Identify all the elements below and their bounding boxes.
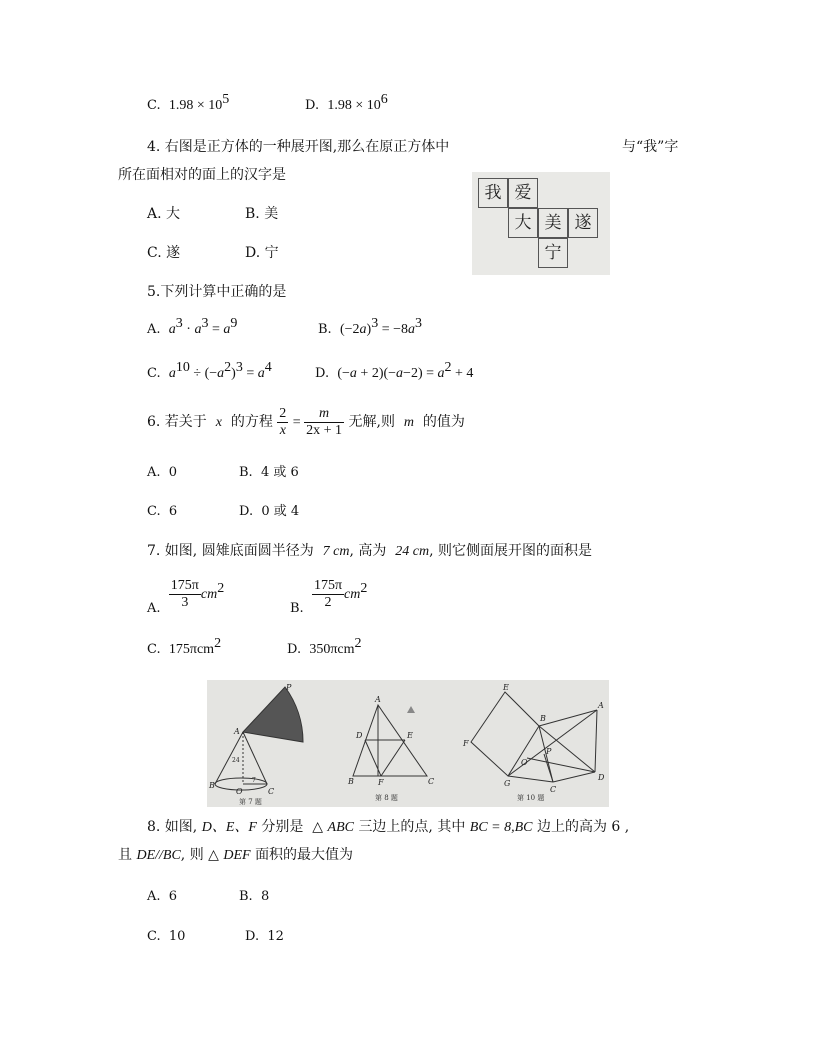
q8-option-a: A. 6: [147, 889, 178, 904]
square-efgb: [471, 692, 539, 776]
label-f8: F: [378, 778, 384, 787]
label-e10: E: [503, 683, 509, 692]
label-a8: A: [375, 695, 381, 704]
net-cell-ning: 宁: [538, 238, 568, 268]
q7-option-a: A. $\frac{175\pi}{3}$ $cm^2$: [147, 578, 225, 616]
segment-ef: [381, 740, 405, 776]
label-c10: C: [550, 785, 557, 794]
q4-option-b: B. 美: [245, 206, 279, 222]
cube-net-figure: [472, 172, 610, 275]
q4-stem-line1-end: 与“我”字: [622, 139, 679, 155]
triangle-figure: [353, 705, 427, 776]
q4-stem-line1: 4. 右图是正方体的一种展开图,那么在原正方体中: [147, 139, 450, 155]
caption-fig8: 第 8 题: [375, 794, 398, 802]
q3-option-d: D. $1.98 \times 10^6$: [305, 92, 388, 113]
q6-option-c: C. 6: [147, 504, 178, 519]
label-f10: F: [463, 739, 469, 748]
segment-gc: [508, 776, 553, 782]
label-o10: O: [521, 758, 528, 767]
label-b10: B: [540, 714, 546, 723]
q3-option-c: C. $1.98 \times 10^5$: [147, 92, 230, 113]
q6-option-a: A. 0: [147, 465, 178, 480]
net-cell-mei: 美: [538, 208, 568, 238]
label-radius: 7: [252, 777, 256, 784]
q8-option-c: C. 10: [147, 929, 186, 944]
net-cell-da: 大: [508, 208, 538, 238]
q6-stem: 6. 若关于 x 的方程 $\frac{2}{x}$ = $\frac{m}{2x + 1}$ 无解,则 m 的值为: [147, 405, 465, 438]
q8-option-b: B. 8: [239, 889, 270, 904]
segment-pc: [544, 754, 553, 782]
sector-shape: [243, 687, 303, 742]
q6-option-b: B. 4 或 6: [239, 465, 299, 480]
q7-option-c: C. 175πcm$^2$: [147, 636, 222, 657]
q4-option-a: A. 大: [147, 206, 181, 222]
segment-od: [527, 758, 595, 772]
label-g10: G: [504, 779, 511, 788]
segment-df: [365, 740, 381, 776]
label-c7: C: [268, 787, 275, 796]
label-p: P: [286, 683, 292, 692]
figures-strip: [207, 680, 609, 807]
q5-option-a: A. $a^3 \cdot a^3 = a^9$: [147, 316, 238, 337]
label-a7: A: [234, 727, 240, 736]
label-height: 24: [232, 757, 240, 764]
segment-ad: [595, 710, 597, 772]
label-d10: D: [598, 773, 605, 782]
cone-figure: [215, 687, 303, 790]
label-b7: B: [209, 781, 215, 790]
composite-figure: [471, 692, 597, 782]
q8-option-d: D. 12: [245, 929, 284, 944]
q4-option-d: D. 宁: [245, 245, 279, 261]
arrow-mark: [407, 706, 415, 713]
q7-option-b: B. $\frac{175\pi}{2}$ $cm^2$: [290, 578, 368, 616]
q6-option-d: D. 0 或 4: [239, 504, 300, 519]
q4-option-c: C. 遂: [147, 245, 181, 261]
q7-stem: 7. 如图, 圆雉底面圆半径为 7 cm, 高为 24 cm, 则它侧面展开图的面积是: [147, 543, 592, 559]
caption-fig7: 第 7 题: [239, 798, 262, 806]
q7-option-d: D. 350πcm$^2$: [287, 636, 362, 657]
q6-fraction-right: $\frac{m}{2x + 1}$: [306, 405, 343, 438]
q4-stem-line2: 所在面相对的面上的汉字是: [118, 167, 286, 183]
q5-option-d: D. $(-a + 2)(-a-2) = a^2 + 4$: [315, 360, 474, 381]
segment-dc: [553, 772, 595, 782]
net-cell-sui: 遂: [568, 208, 598, 238]
label-d8: D: [356, 731, 363, 740]
q8-stem-line1: 8. 如图, D、E、F 分别是 △ ABC 三边上的点, 其中 BC = 8,BC 边上的高为 6 ,: [147, 819, 630, 835]
label-e8: E: [407, 731, 413, 740]
label-b8: B: [348, 777, 354, 786]
label-p10: P: [546, 747, 552, 756]
figures-drawing: [207, 680, 609, 807]
q8-stem-line2: 且 DE//BC, 则 △ DEF 面积的最大值为: [118, 847, 354, 863]
q5-option-c: C. $a^{10} \div (-a^2)^3 = a^4$: [147, 360, 272, 381]
label-c8: C: [428, 777, 435, 786]
label-a10: A: [598, 701, 604, 710]
q5-option-b: B. $(-2a)^3 = -8a^3$: [318, 316, 422, 337]
net-cell-ai: 爱: [508, 178, 538, 208]
segment-ba: [539, 710, 597, 726]
net-cell-wo: 我: [478, 178, 508, 208]
q6-fraction-left: $\frac{2}{x}$: [279, 405, 287, 438]
q5-stem: 5.下列计算中正确的是: [147, 284, 287, 300]
label-o7: O: [236, 787, 243, 796]
caption-fig10: 第 10 题: [517, 794, 545, 802]
